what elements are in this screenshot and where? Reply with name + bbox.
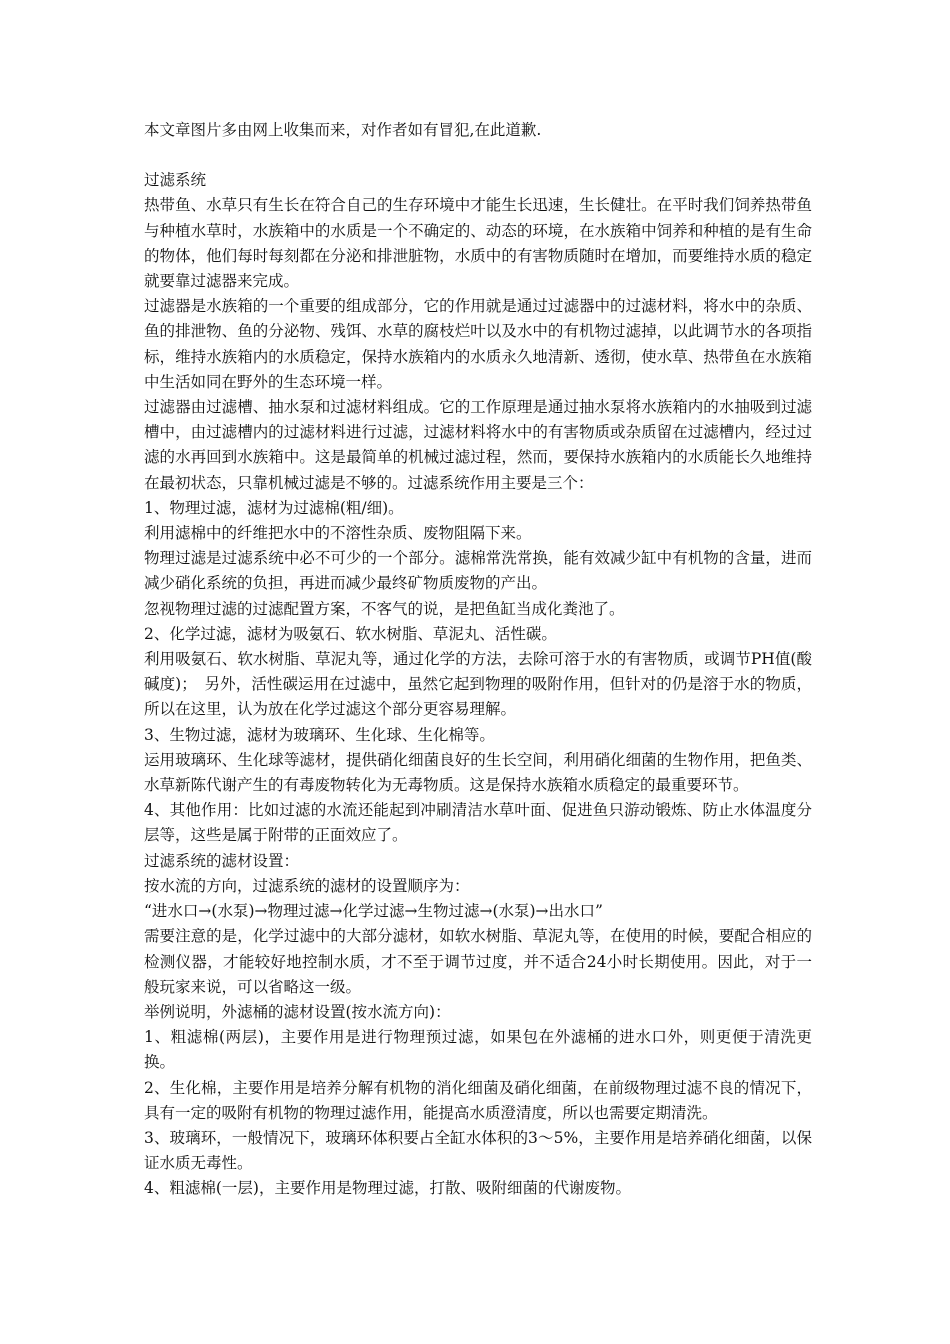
- list-item: 4、粗滤棉(一层)，主要作用是物理过滤，打散、吸附细菌的代谢废物。: [144, 1179, 631, 1198]
- body-paragraph: 过滤器是水族箱的一个重要的组成部分，它的作用就是通过过滤器中的过滤材料，将水中的杂质、鱼的排泄物、鱼的分泌物、残饵、水草的腐枝烂叶以及水中的有机物过滤掉，以此调节水的各项指标，维持水族箱内的水质稳定，保持水族箱内的水质永久地清新、透彻，使水草、热带鱼在水族箱中生活如同在野外的生态环境一样。: [144, 297, 812, 391]
- body-paragraph: 需要注意的是，化学过滤中的大部分滤材，如软水树脂、草泥丸等，在使用的时候，要配合相应的检测仪器，才能较好地控制水质，才不至于调节过度，并不适合24小时长期使用。因此，对于一般玩家来说，可以省略这一级。: [144, 927, 812, 996]
- body-paragraph: 热带鱼、水草只有生长在符合自己的生存环境中才能生长迅速，生长健壮。在平时我们饲养热带鱼与种植水草时，水族箱中的水质是一个不确定的、动态的环境，在水族箱中饲养和种植的是有生命的物体，他们每时每刻都在分泌和排泄脏物，水质中的有害物质随时在增加，而要维持水质的稳定就要靠过滤器来完成。: [144, 196, 812, 291]
- section-heading: 过滤系统的滤材设置：: [144, 851, 300, 870]
- body-paragraph: 运用玻璃环、生化球等滤材，提供硝化细菌良好的生长空间，利用硝化细菌的生物作用，把鱼类、水草新陈代谢产生的有毒废物转化为无毒物质。这是保持水族箱水质稳定的最重要环节。: [144, 750, 812, 795]
- body-paragraph: 举例说明，外滤桶的滤材设置(按水流方向)：: [144, 1002, 451, 1021]
- blank-line: [144, 143, 812, 168]
- list-item: 3、生物过滤，滤材为玻璃环、生化球、生化棉等。: [144, 725, 495, 744]
- body-paragraph: 忽视物理过滤的过滤配置方案，不客气的说，是把鱼缸当成化粪池了。: [144, 599, 625, 618]
- body-paragraph: 按水流的方向，过滤系统的滤材的设置顺序为：: [144, 876, 470, 895]
- body-paragraph: 物理过滤是过滤系统中必不可少的一个部分。滤棉常洗常换，能有效减少缸中有机物的含量，进而减少硝化系统的负担，再进而减少最终矿物质废物的产出。: [144, 549, 812, 593]
- list-item: 1、粗滤棉(两层)，主要作用是进行物理预过滤，如果包在外滤桶的进水口外，则更便于清洗更换。: [144, 1028, 812, 1072]
- list-item: 2、化学过滤，滤材为吸氨石、软水树脂、草泥丸、活性碳。: [144, 624, 557, 643]
- document-page: [144, 118, 812, 1202]
- flow-sequence: “进水口→(水泵)→物理过滤→化学过滤→生物过滤→(水泵)→出水口”: [144, 902, 603, 921]
- section-heading: 过滤系统: [144, 171, 207, 190]
- body-paragraph: 过滤器由过滤槽、抽水泵和过滤材料组成。它的工作原理是通过抽水泵将水族箱内的水抽吸到过滤槽中，由过滤槽内的过滤材料进行过滤，过滤材料将水中的有害物质或杂质留在过滤槽内，经过过滤的水再回到水族箱中。这是最简单的机械过滤过程，然而，要保持水族箱内的水质能长久地维持在最初状态，只靠机械过滤是不够的。过滤系统作用主要是三个：: [144, 398, 812, 492]
- list-item: 2、生化棉，主要作用是培养分解有机物的消化细菌及硝化细菌，在前级物理过滤不良的情况下，具有一定的吸附有机物的物理过滤作用，能提高水质澄清度，所以也需要定期清洗。: [144, 1078, 812, 1122]
- body-paragraph: 利用吸氨石、软水树脂、草泥丸等，通过化学的方法，去除可溶于水的有害物质，或调节PH值(酸碱度)； 另外，活性碳运用在过滤中，虽然它起到物理的吸附作用，但针对的仍是溶于水的物质，所以在这里，认为放在化学过滤这个部分更容易理解。: [144, 650, 812, 719]
- disclaimer-line: 本文章图片多由网上收集而来，对作者如有冒犯,在此道歉.: [144, 121, 542, 139]
- list-item: 3、玻璃环，一般情况下，玻璃环体积要占全缸水体积的3～5%，主要作用是培养硝化细菌，以保证水质无毒性。: [144, 1128, 812, 1173]
- list-item: 4、其他作用：比如过滤的水流还能起到冲刷清洁水草叶面、促进鱼只游动锻炼、防止水体温度分层等，这些是属于附带的正面效应了。: [144, 801, 812, 845]
- list-item: 1、物理过滤，滤材为过滤棉(粗/细)。: [144, 498, 404, 517]
- body-paragraph: 利用滤棉中的纤维把水中的不溶性杂质、废物阻隔下来。: [144, 524, 532, 543]
